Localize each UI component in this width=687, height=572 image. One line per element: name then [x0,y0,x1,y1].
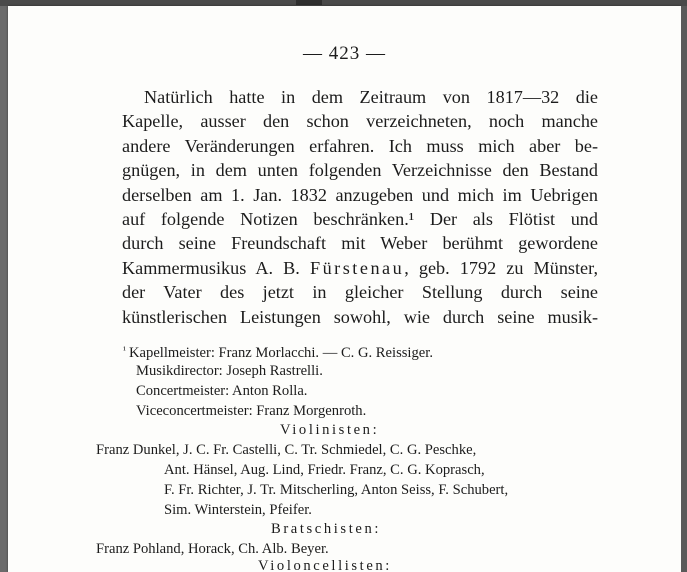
text-line-8 [122,256,598,280]
viewer-tab-marker [296,0,322,5]
violinisten-line-2: Ant. Hänsel, Aug. Lind, Friedr. Franz, C. G. Koprasch, [164,462,485,478]
footnote-mark: ¹ [123,345,126,356]
text-line-3: andere Veränderungen erfahren. Ich muss mich aber be- [122,135,598,156]
page-number: — 423 — [303,43,386,64]
spaced-name-fuerstenau: Fürstenau [309,257,405,278]
footnote-kapellmeister [123,341,433,363]
main-paragraph [122,85,598,329]
text-line-7: durch seine Freundschaft mit Weber berühmt gewordene [122,233,598,254]
heading-bratschisten: Bratschisten: [271,521,381,537]
violinisten-line-1: Franz Dunkel, J. C. Fr. Castelli, C. Tr. Schmiedel, C. G. Peschke, [96,442,477,458]
document-page [8,6,681,572]
footnote-musikdirector: Musikdirector: Joseph Rastrelli. [136,363,323,379]
text-line-8-before: Kammermusikus A. B. [122,257,310,278]
footnote-concertmeister: Concertmeister: Anton Rolla. [136,383,308,399]
text-line-10: künstlerischen Leistungen sowohl, wie durch seine musik- [122,306,598,327]
viewer-right-edge [681,6,687,572]
text-line-2: Kapelle, ausser den schon verzeichneten, noch manche [122,111,598,132]
bratschisten-line: Franz Pohland, Horack, Ch. Alb. Beyer. [96,541,329,557]
footnote-kapellmeister-text: Kapellmeister: Franz Morlacchi. — C. G. Reissiger. [129,345,433,361]
text-line-4: gnügen, in dem unten folgenden Verzeichnisse den Bestand [122,160,598,181]
violinisten-line-4: Sim. Winterstein, Pfeifer. [164,502,312,518]
text-line-1: Natürlich hatte in dem Zeitraum von 1817—32 die [144,87,598,107]
text-line-5: derselben am 1. Jan. 1832 anzugeben und mich im Uebrigen [122,184,598,205]
text-line-9: der Vater des jetzt in gleicher Stellung durch seine [122,282,598,303]
text-line-8-after: , geb. 1792 zu Münster, [404,257,598,278]
heading-violinisten: Violinisten: [280,422,380,438]
footnote-viceconcertmeister: Viceconcertmeister: Franz Morgenroth. [136,403,367,419]
text-line-6: auf folgende Notizen beschränken.¹ Der als Flötist und [122,208,598,229]
heading-violoncellisten: Violoncellisten: [258,558,392,572]
violinisten-line-3: F. Fr. Richter, J. Tr. Mitscherling, Anton Seiss, F. Schubert, [164,482,509,498]
